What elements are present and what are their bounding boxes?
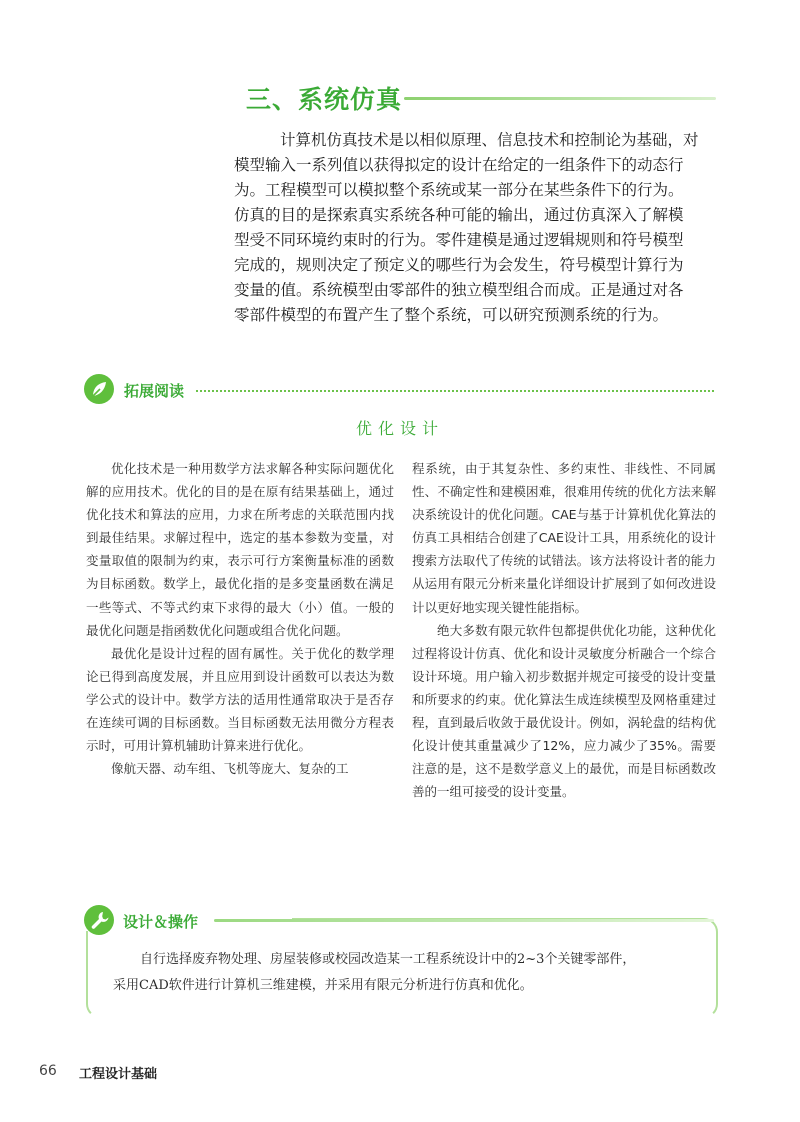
extended-reading-divider (196, 390, 714, 392)
book-title: 工程设计基础 (79, 1067, 158, 1082)
intro-line: 计算机仿真技术是以相似原理、信息技术和控制论为基础，对 (280, 131, 699, 149)
wrench-icon (84, 905, 114, 935)
section-title-underline (404, 97, 716, 100)
article-paragraph: 最优化是设计过程的固有属性。关于优化的数学理论已得到高度发展，并且应用到设计函数可以表达为数学公式的设计中。数学方法的适用性通常取决于是否存在连续可调的目标函数。当目标函数无法用微分方程表示时，可用计算机辅助计算来进行优化。 (86, 645, 394, 754)
article-paragraph: 绝大多数有限元软件包都提供优化功能，这种优化过程将设计仿真、优化和设计灵敏度分析融合一个综合设计环境。用户输入初步数据并规定可接受的设计变量和所要求的约束。优化算法生成连续模型及网格重建过程，直到最后收敛于最优设计。例如，涡轮盘的结构优化设计使其重量减少了12%，应力减少了35%。需要注意的是，这不是数学意义上的最优，而是目标函数改善的一组可接受的设计变量。 (412, 622, 716, 800)
article-right-column (412, 457, 716, 803)
article-title: 优化设计 (355, 419, 444, 438)
section-title: 三、系统仿真 (246, 85, 403, 114)
design-operation-label: 设计＆操作 (123, 913, 199, 931)
intro-line: 为。工程模型可以模拟整个系统或某一部分在某些条件下的行为。 (234, 181, 684, 199)
article-paragraph: 优化技术是一种用数学方法求解各种实际问题优化解的应用技术。优化的目的是在原有结果基础上，通过优化技术和算法的应用，力求在所考虑的关联范围内找到最佳结果。求解过程中，选定的基本参数为变量，对变量取值的限制为约束，表示可行方案衡量标准的函数为目标函数。数学上，最优化指的是多变量函数在满足一些等式、不等式约束下求得的最大（小）值。一般的最优化问题是指函数优化问题或组合优化问题。 (86, 461, 394, 638)
intro-line: 完成的，规则决定了预定义的哪些行为会发生，符号模型计算行为 (234, 256, 684, 274)
leaf-pen-icon (84, 374, 114, 404)
article-paragraph-continued: 程系统，由于其复杂性、多约束性、非线性、不同属性、不确定性和建模困难，很难用传统的优化方法来解决系统设计的优化问题。CAE与基于计算机优化算法的仿真工具相结合创建了CAE设计工具，用系统化的设计搜索方法取代了传统的试错法。该方法将设计者的能力从运用有限元分析来量化详细设计扩展到了如何改进设计以更好地实现关键性能指标。 (412, 461, 716, 615)
article-paragraph: 像航天器、动车组、飞机等庞大、复杂的工 (111, 761, 349, 777)
intro-line: 零部件模型的布置产生了整个系统，可以研究预测系统的行为。 (234, 306, 669, 324)
intro-line: 仿真的目的是探索真实系统各种可能的输出，通过仿真深入了解模 (234, 206, 684, 224)
extended-reading-label: 拓展阅读 (124, 382, 185, 400)
page-number: 66 (39, 1063, 57, 1079)
design-operation-text: 自行选择废弃物处理、房屋装修或校园改造某一工程系统设计中的2~3个关键零部件， (140, 952, 636, 967)
article-left-column (86, 457, 394, 780)
design-operation-text: 采用CAD软件进行计算机三维建模，并采用有限元分析进行仿真和优化。 (113, 978, 533, 993)
intro-line: 模型输入一系列值以获得拟定的设计在给定的一组条件下的动态行 (234, 156, 684, 174)
intro-line: 型受不同环境约束时的行为。零件建模是通过逻辑规则和符号模型 (234, 231, 684, 249)
design-operation-underline (214, 919, 714, 922)
intro-line: 变量的值。系统模型由零部件的独立模型组合而成。正是通过对各 (234, 281, 684, 299)
